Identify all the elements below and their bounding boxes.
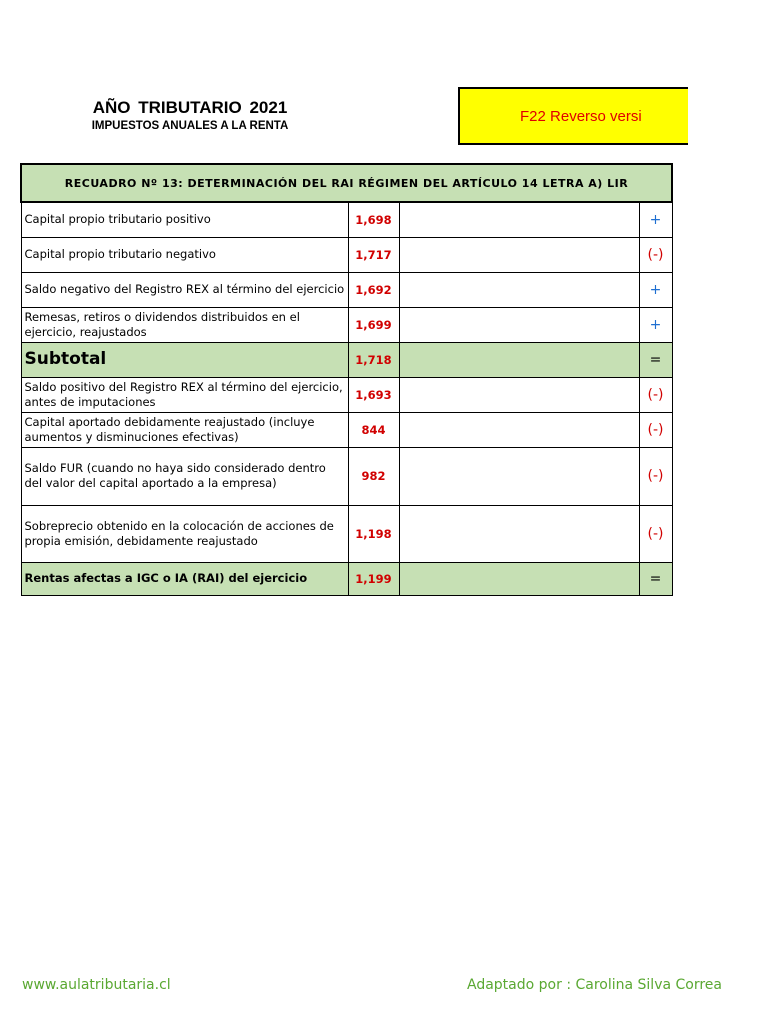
table-title: RECUADRO Nº 13: DETERMINACIÓN DEL RAI RÉGIMEN DEL ARTÍCULO 14 LETRA A) LIR <box>21 164 672 202</box>
row-sign: + <box>639 307 672 342</box>
row-label: Subtotal <box>21 342 348 377</box>
rai-table <box>20 163 673 596</box>
subtitle: IMPUESTOS ANUALES A LA RENTA <box>91 120 289 132</box>
table-row <box>21 505 672 562</box>
row-sign: (-) <box>639 447 672 505</box>
form-version-box <box>458 87 688 145</box>
row-code: 1,198 <box>348 505 399 562</box>
table-row <box>21 272 672 307</box>
row-sign: + <box>639 202 672 237</box>
row-value-cell[interactable] <box>399 272 639 307</box>
row-value-cell[interactable] <box>399 447 639 505</box>
row-value-cell[interactable] <box>399 505 639 562</box>
row-sign: + <box>639 272 672 307</box>
form-version-text: F22 Reverso versi <box>520 108 642 125</box>
row-code: 1,698 <box>348 202 399 237</box>
table-row <box>21 447 672 505</box>
year-title: AÑO TRIBUTARIO 2021 <box>92 98 288 117</box>
row-sign: (-) <box>639 237 672 272</box>
row-value-cell[interactable] <box>399 412 639 447</box>
row-sign: = <box>639 562 672 595</box>
row-value-cell[interactable] <box>399 237 639 272</box>
subtotal-row <box>21 342 672 377</box>
row-label: Saldo negativo del Registro REX al término del ejercicio <box>21 272 348 307</box>
row-label: Capital propio tributario positivo <box>21 202 348 237</box>
row-value-cell[interactable] <box>399 342 639 377</box>
table-row <box>21 237 672 272</box>
header-block <box>60 98 320 132</box>
row-code: 1,692 <box>348 272 399 307</box>
row-label: Remesas, retiros o dividendos distribuidos en el ejercicio, reajustados <box>21 307 348 342</box>
row-code: 1,699 <box>348 307 399 342</box>
row-sign: (-) <box>639 412 672 447</box>
row-label: Sobreprecio obtenido en la colocación de acciones de propia emisión, debidamente reajustado <box>21 505 348 562</box>
row-code: 1,693 <box>348 377 399 412</box>
table-row <box>21 377 672 412</box>
row-label: Saldo FUR (cuando no haya sido considerado dentro del valor del capital aportado a la empresa) <box>21 447 348 505</box>
table-row <box>21 412 672 447</box>
row-label: Capital aportado debidamente reajustado (incluye aumentos y disminuciones efectivas) <box>21 412 348 447</box>
row-code: 844 <box>348 412 399 447</box>
table-row <box>21 202 672 237</box>
row-value-cell[interactable] <box>399 377 639 412</box>
row-sign: = <box>639 342 672 377</box>
row-sign: (-) <box>639 505 672 562</box>
row-value-cell[interactable] <box>399 562 639 595</box>
row-code: 1,718 <box>348 342 399 377</box>
table-title-row <box>21 164 672 202</box>
row-value-cell[interactable] <box>399 202 639 237</box>
row-value-cell[interactable] <box>399 307 639 342</box>
row-label: Rentas afectas a IGC o IA (RAI) del ejercicio <box>21 562 348 595</box>
row-label: Saldo positivo del Registro REX al término del ejercicio, antes de imputaciones <box>21 377 348 412</box>
row-code: 1,199 <box>348 562 399 595</box>
footer-credit: Adaptado por : Carolina Silva Correa <box>467 977 723 993</box>
row-sign: (-) <box>639 377 672 412</box>
row-code: 1,717 <box>348 237 399 272</box>
rai-total-row <box>21 562 672 595</box>
footer-website: www.aulatributaria.cl <box>22 977 171 993</box>
row-code: 982 <box>348 447 399 505</box>
row-label: Capital propio tributario negativo <box>21 237 348 272</box>
table-row <box>21 307 672 342</box>
